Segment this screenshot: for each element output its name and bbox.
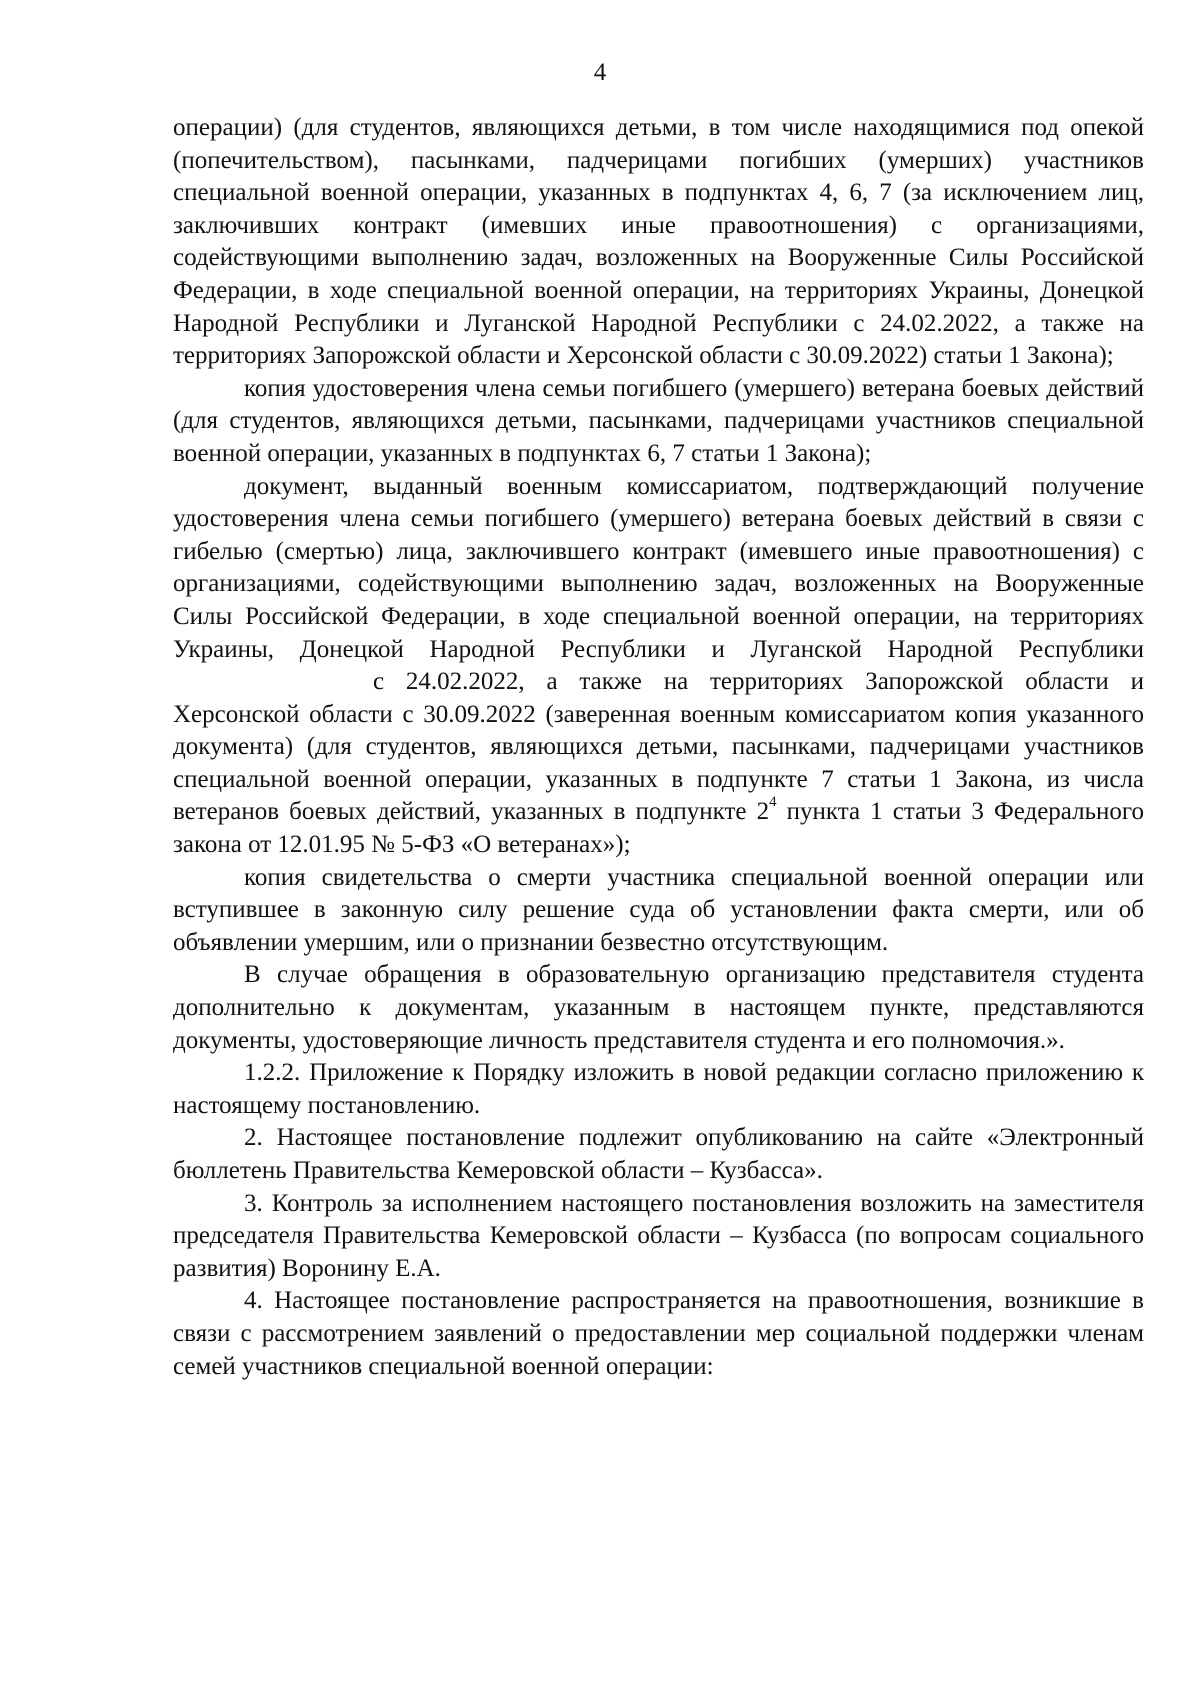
paragraph-4: 4. Настоящее постановление распространяется на правоотношения, возникшие в связи с рассмотрением заявлений о предоставлении мер социальной поддержки членам семей участников специальной военной операции: <box>173 1287 1144 1380</box>
paragraph-representative: В случае обращения в образовательную организацию представителя студента дополнительно к документам, указанным в настоящем пункте, представляются документы, удостоверяющие личность представителя студента и его полномочия.». <box>173 961 1144 1054</box>
page-number: 4 <box>593 59 607 86</box>
paragraph-death-certificate: копия свидетельства о смерти участника специальной военной операции или вступившее в законную силу решение суда об установлении факта смерти, или об объявлении умершим, или о признании безвестно отсутствующим. <box>173 863 1144 956</box>
paragraph-text-part: с 24.02.2022, а также на территориях Запорожской области и Херсонской области с 30.09.2022 (заверенная военным комиссариатом копия указанного документа) (для студентов, являющихся детьми, пасынками, падчерицами участников специальной военной операции, указанных в подпункте 7 статьи 1 Закона, из числа ветеранов боевых действий, указанных в подпункте 2 <box>173 668 1144 826</box>
paragraph-text-part: пункта 1 статьи 3 Федерального закона от 12.01.95 № 5-ФЗ «О ветеранах»); <box>173 798 1144 859</box>
paragraph-veteran-family-certificate: копия удостоверения члена семьи погибшего (умершего) ветерана боевых действий (для студентов, являющихся детьми, пасынками, падчерицами участников специальной военной операции, указанных в подпунктах 6, 7 статьи 1 Закона); <box>173 374 1144 467</box>
paragraph-2: 2. Настоящее постановление подлежит опубликованию на сайте «Электронный бюллетень Правительства Кемеровской области – Кузбасса». <box>173 1124 1144 1184</box>
paragraph-3: 3. Контроль за исполнением настоящего постановления возложить на заместителя председателя Правительства Кемеровской области – Кузбасса (по вопросам социального развития) Воронину Е.А. <box>173 1189 1144 1282</box>
paragraph-1-2-2: 1.2.2. Приложение к Порядку изложить в новой редакции согласно приложению к настоящему постановлению. <box>173 1059 1144 1119</box>
paragraph-continuation: операции) (для студентов, являющихся детьми, в том числе находящимися под опекой (попечительством), пасынками, падчерицами погибших (умерших) участников специальной военной операции, указанных в подпунктах 4, 6, 7 (за исключением лиц, заключивших контракт (имевших иные правоотношения) с организациями, содействующими выполнению задач, возложенных на Вооруженные Силы Российской Федерации, в ходе специальной военной операции, на территориях Украины, Донецкой Народной Республики и Луганской Народной Республики с 24.02.2022, а также на территориях Запорожской области и Херсонской области с 30.09.2022) статьи 1 Закона); <box>173 114 1144 370</box>
paragraph-military-commissariat-document <box>173 471 1144 862</box>
paragraph-text-part: документ, выданный военным комиссариатом, подтверждающий получение удостоверения члена семьи погибшего (умершего) ветерана боевых действий в связи с гибелью (смертью) лица, заключившего контракт (имевшего иные правоотношения) с организациями, содействующими выполнению задач, возложенных на Вооруженные Силы Российской Федерации, в ходе специальной военной операции, на территориях Украины, Донецкой Народной Республики и Луганской Народной Республики <box>173 472 1144 663</box>
superscript: 4 <box>769 794 777 811</box>
document-body <box>173 112 1144 1383</box>
